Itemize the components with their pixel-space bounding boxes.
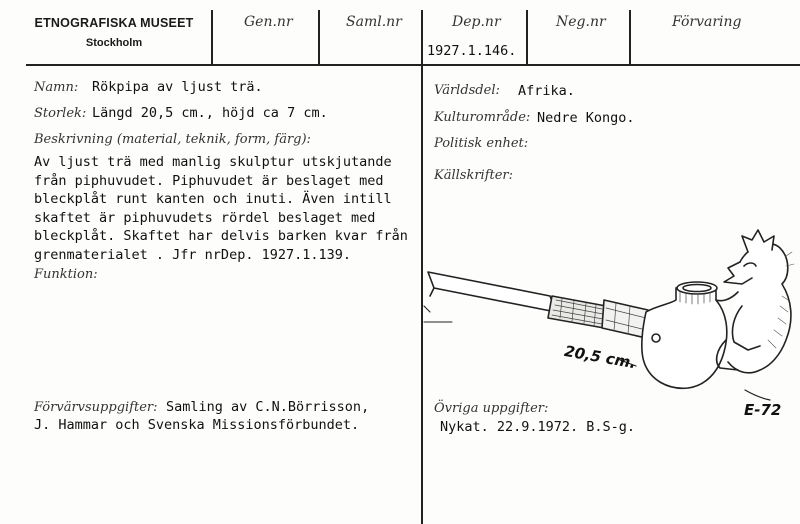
museum-name: ETNOGRAFISKA MUSEET bbox=[34, 16, 194, 30]
varldsdel-value: Afrika. bbox=[518, 83, 575, 99]
forvaring-header: Förvaring bbox=[672, 14, 742, 30]
dep-nr-value: 1927.1.146. bbox=[427, 43, 517, 59]
storlek-value: Längd 20,5 cm., höjd ca 7 cm. bbox=[92, 105, 328, 121]
ovriga-value: Nykat. 22.9.1972. B.S-g. bbox=[440, 419, 636, 435]
politisk-enhet-label: Politisk enhet: bbox=[434, 136, 529, 151]
forvarv-value-2: J. Hammar och Svenska Missionsförbundet. bbox=[34, 417, 360, 433]
beskrivning-line: skaftet är piphuvudets rördel beslaget med bbox=[34, 209, 376, 226]
artist-sign: E-72 bbox=[744, 401, 782, 419]
varldsdel-label: Världsdel: bbox=[434, 83, 500, 98]
beskrivning-line: från piphuvudet. Piphuvudet är beslaget med bbox=[34, 172, 384, 189]
beskrivning-line: grenmaterialet . Jfr nrDep. 1927.1.139. bbox=[34, 246, 351, 263]
ovriga-label: Övriga uppgifter: bbox=[434, 401, 549, 416]
neg-nr-header: Neg.nr bbox=[556, 14, 606, 30]
beskrivning-line: bleckplåt runt kanten och inuti. Även intill bbox=[34, 191, 392, 207]
beskrivning-label: Beskrivning (material, teknik, form, färg): bbox=[34, 132, 311, 147]
pipe-dimension-note: 20,5 cm. bbox=[562, 342, 638, 373]
museum-city: Stockholm bbox=[85, 37, 143, 49]
beskrivning-line: bleckplåt. Skaftet har delvis barken kvar från bbox=[34, 228, 408, 244]
namn-label: Namn: bbox=[34, 80, 79, 95]
namn-value: Rökpipa av ljust trä. bbox=[92, 79, 263, 95]
beskrivning-line: Av ljust trä med manlig skulptur utskjutande bbox=[34, 154, 392, 170]
storlek-label: Storlek: bbox=[34, 106, 87, 121]
funktion-label: Funktion: bbox=[34, 267, 98, 282]
kulturomrade-label: Kulturområde: bbox=[434, 110, 531, 125]
kallskrifter-label: Källskrifter: bbox=[434, 168, 514, 183]
kulturomrade-value: Nedre Kongo. bbox=[537, 110, 635, 126]
dep-nr-header: Dep.nr bbox=[452, 14, 501, 30]
forvarv-value-1: Samling av C.N.Börrisson, bbox=[166, 399, 370, 415]
saml-nr-header: Saml.nr bbox=[346, 14, 402, 30]
forvarv-label: Förvärvsuppgifter: bbox=[34, 400, 158, 415]
gen-nr-header: Gen.nr bbox=[244, 14, 293, 30]
